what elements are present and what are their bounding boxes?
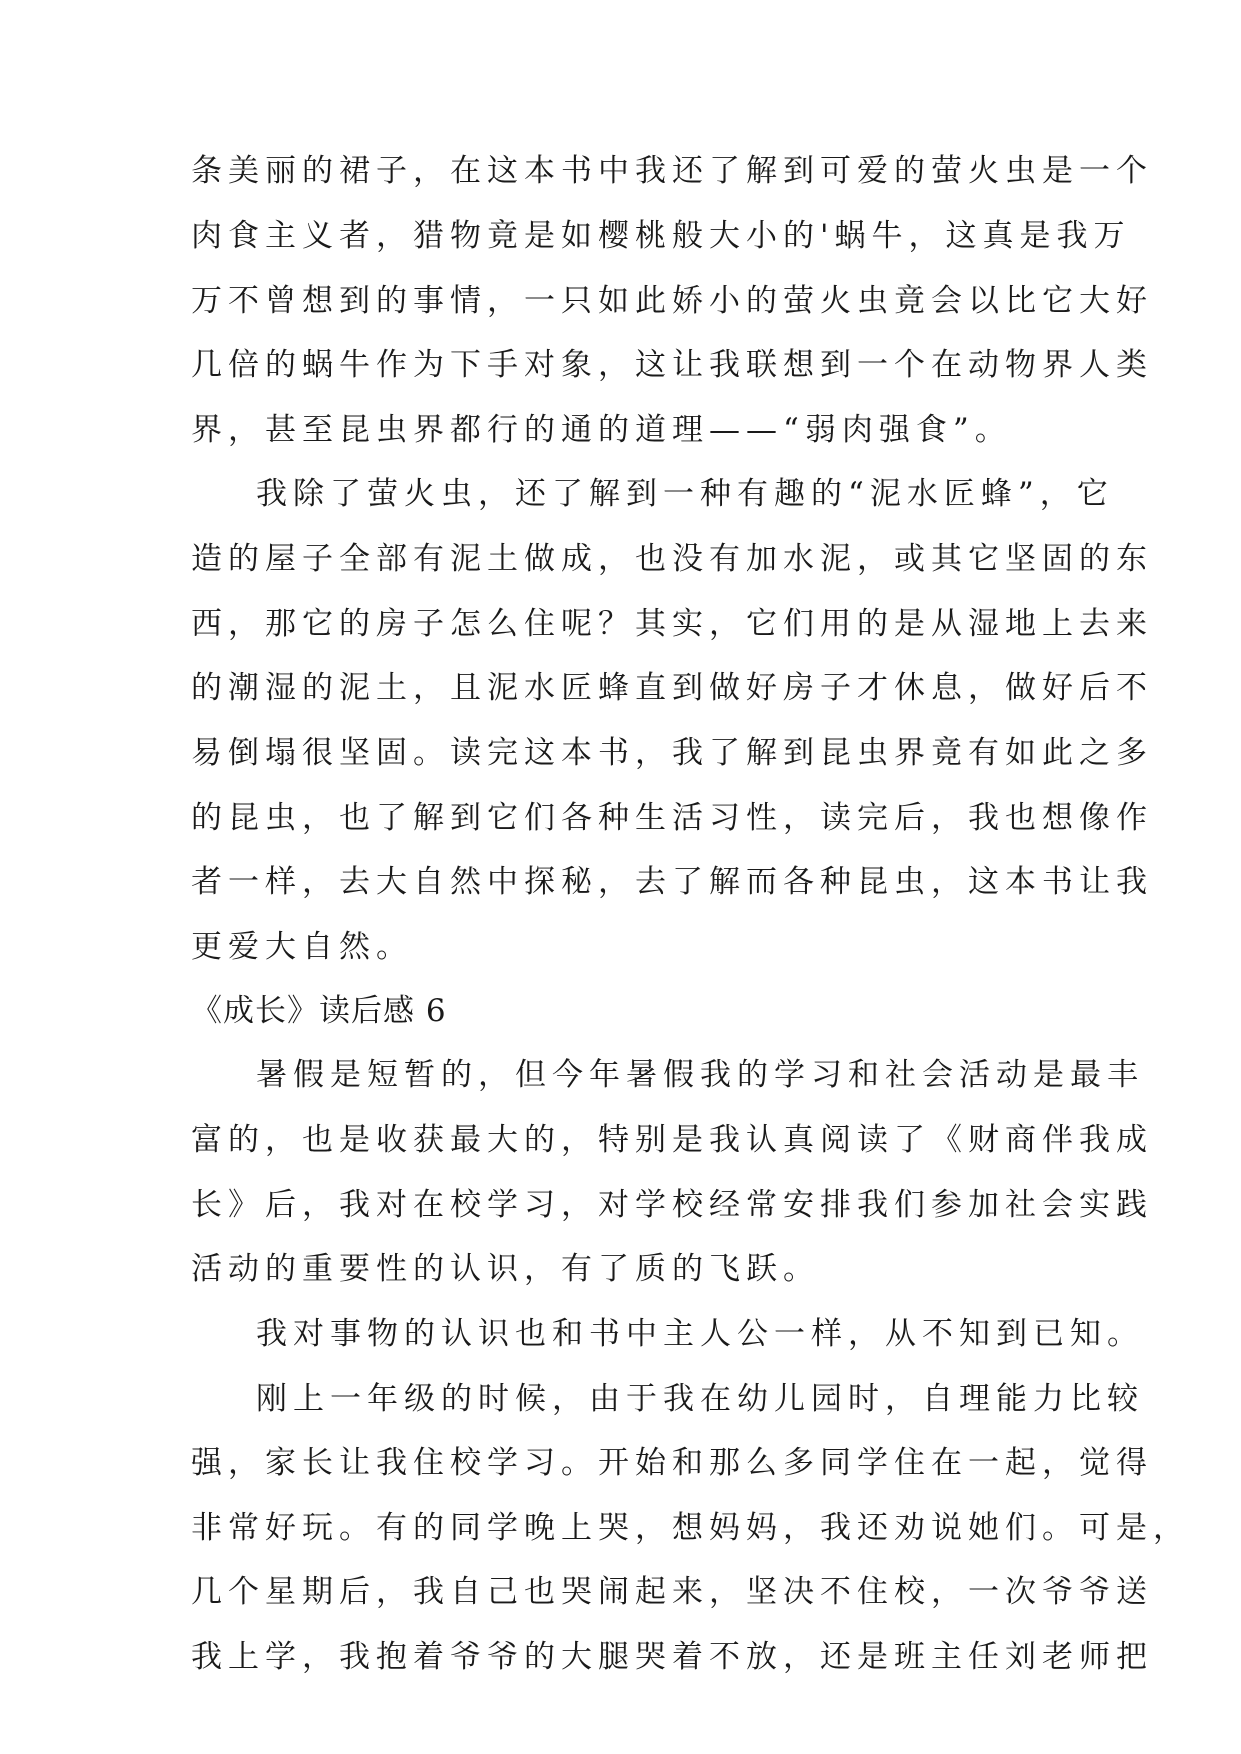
text-line: 更爱大自然。 xyxy=(191,929,413,965)
text-line: 者一样，去大自然中探秘，去了解而各种昆虫，这本书让我 xyxy=(191,864,1153,900)
text-line: 活动的重要性的认识，有了质的飞跃。 xyxy=(191,1251,820,1287)
paragraph-start-line: 刚上一年级的时候，由于我在幼儿园时，自理能力比较 xyxy=(256,1381,1144,1417)
paragraph-start-line: 暑假是短暂的，但今年暑假我的学习和社会活动是最丰 xyxy=(256,1057,1144,1093)
text-line: 富的，也是收获最大的，特别是我认真阅读了《财商伴我成 xyxy=(191,1122,1153,1158)
text-line: 条美丽的裙子，在这本书中我还了解到可爱的萤火虫是一个 xyxy=(191,153,1153,189)
text-line: 界，甚至昆虫界都行的通的道理——“弱肉强食”。 xyxy=(191,412,1012,448)
text-line: 几倍的蜗牛作为下手对象，这让我联想到一个在动物界人类 xyxy=(191,347,1153,383)
text-line: 的昆虫，也了解到它们各种生活习性，读完后，我也想像作 xyxy=(191,800,1153,836)
text-line: 的潮湿的泥土，且泥水匠蜂直到做好房子才休息，做好后不 xyxy=(191,670,1153,706)
section-heading: 《成长》读后感 6 xyxy=(191,993,447,1029)
text-line: 我上学，我抱着爷爷的大腿哭着不放，还是班主任刘老师把 xyxy=(191,1639,1153,1675)
paragraph-start-line: 我对事物的认识也和书中主人公一样，从不知到已知。 xyxy=(256,1316,1144,1352)
text-line: 强，家长让我住校学习。开始和那么多同学住在一起，觉得 xyxy=(191,1445,1153,1481)
text-line: 西，那它的房子怎么住呢？其实，它们用的是从湿地上去来 xyxy=(191,606,1153,642)
paragraph-start-line: 我除了萤火虫，还了解到一种有趣的“泥水匠蜂”，它 xyxy=(256,476,1114,512)
text-line: 造的屋子全部有泥土做成，也没有加水泥，或其它坚固的东 xyxy=(191,541,1153,577)
text-line: 肉食主义者，猎物竟是如樱桃般大小的'蜗牛，这真是我万 xyxy=(191,218,1131,254)
text-line: 几个星期后，我自己也哭闹起来，坚决不住校，一次爷爷送 xyxy=(191,1574,1153,1610)
text-line: 易倒塌很坚固。读完这本书，我了解到昆虫界竟有如此之多 xyxy=(191,735,1153,771)
text-line: 万不曾想到的事情，一只如此娇小的萤火虫竟会以比它大好 xyxy=(191,283,1153,319)
text-line: 非常好玩。有的同学晚上哭，想妈妈，我还劝说她们。可是， xyxy=(191,1510,1190,1546)
text-line: 长》后，我对在校学习，对学校经常安排我们参加社会实践 xyxy=(191,1187,1153,1223)
